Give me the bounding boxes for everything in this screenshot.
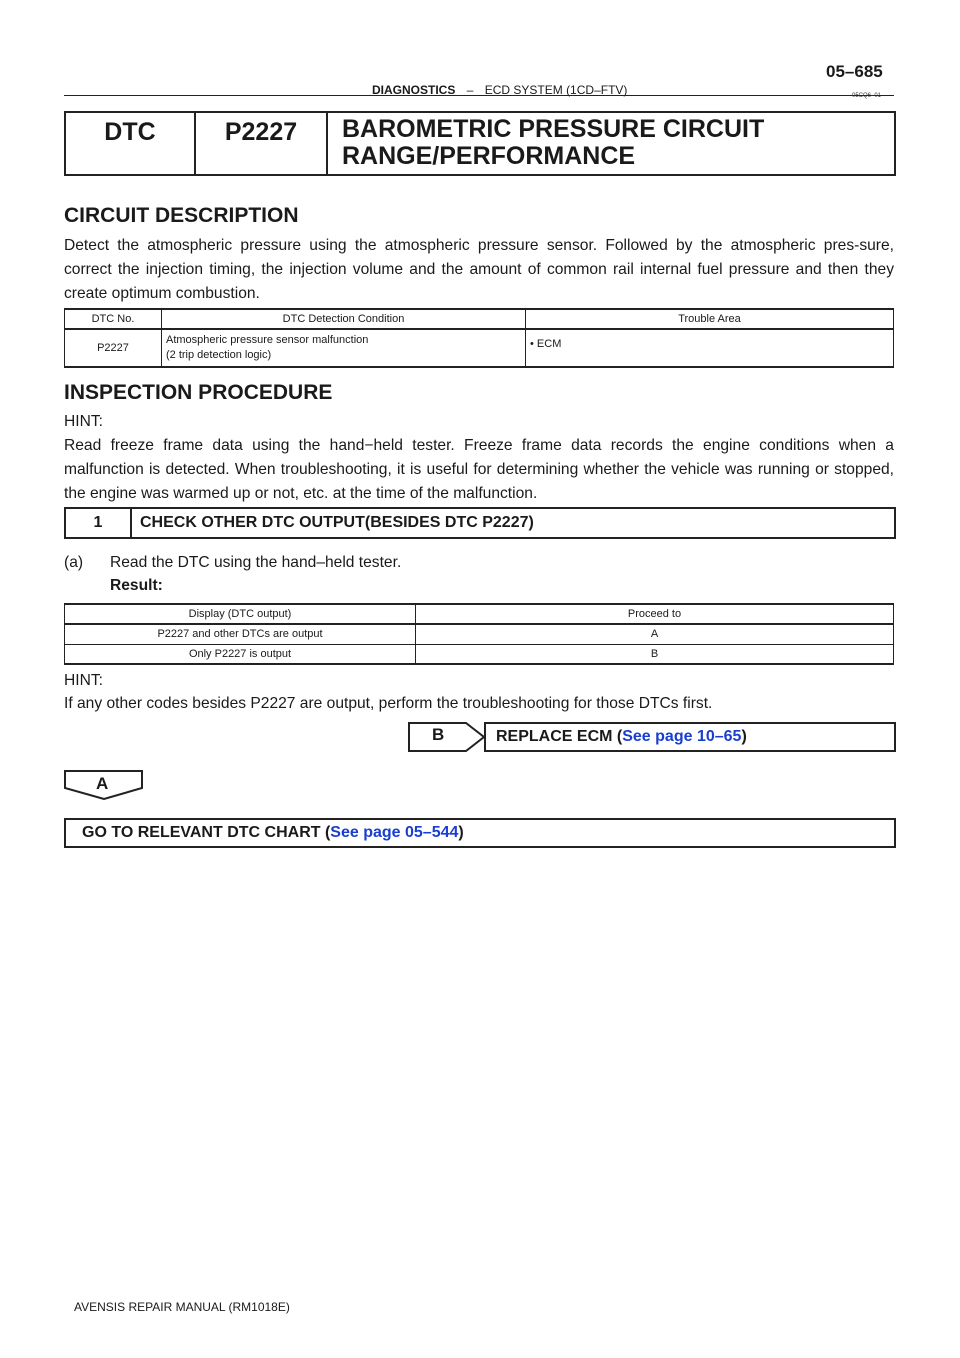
- dtc-title-line1: BAROMETRIC PRESSURE CIRCUIT: [342, 115, 765, 143]
- document-code: 05CQ6–01: [852, 93, 882, 99]
- condition-line2: (2 trip detection logic): [166, 349, 272, 361]
- see-page-05-544-link[interactable]: See page 05–544: [330, 824, 459, 841]
- dtc-table-cell-condition: [162, 329, 526, 367]
- hint2-text: If any other codes besides P2227 are output, perform the troubleshooting for those DTCs first.: [64, 695, 713, 712]
- table-row: [65, 644, 894, 664]
- header-rule: [64, 95, 894, 96]
- dtc-table-cell-dtc-no: P2227: [65, 329, 162, 367]
- dtc-table-cell-trouble-area: • ECM: [526, 329, 894, 367]
- result-display: Only P2227 is output: [65, 644, 416, 664]
- goto-dtc-chart-box: [64, 818, 896, 848]
- dtc-label: DTC: [66, 113, 196, 174]
- dtc-table-header-dtc-no: DTC No.: [65, 309, 162, 329]
- condition-line1: Atmospheric pressure sensor malfunction: [166, 334, 369, 346]
- arrow-right-icon: [408, 722, 486, 752]
- hint-text: Read freeze frame data using the hand−held tester. Freeze frame data records the engine conditions when a malfunction is detected. When troubleshooting, it is useful for determining whether the vehicle was running or stopped, the engine was warmed up or not, etc. at the time of the malfunction.: [64, 437, 894, 502]
- circuit-description-heading: CIRCUIT DESCRIPTION: [64, 204, 299, 227]
- hint-label: HINT:: [64, 413, 103, 430]
- result-table-header-proceed: Proceed to: [416, 604, 894, 624]
- substep-text: Read the DTC using the hand–held tester.: [110, 554, 402, 571]
- result-table-header-display: Display (DTC output): [65, 604, 416, 624]
- dtc-title: [342, 113, 882, 177]
- step-number: 1: [66, 509, 132, 537]
- branch-a-letter: A: [96, 774, 109, 793]
- result-proceed: B: [416, 644, 894, 664]
- hint2-label: HINT:: [64, 672, 103, 689]
- result-display: P2227 and other DTCs are output: [65, 624, 416, 644]
- manual-footer: AVENSIS REPAIR MANUAL (RM1018E): [74, 1300, 290, 1314]
- dtc-title-box: [64, 111, 896, 176]
- dtc-table-header-trouble-area: Trouble Area: [526, 309, 894, 329]
- dtc-table: [64, 308, 894, 368]
- header-separator: –: [466, 83, 474, 97]
- see-page-10-65-link[interactable]: See page 10–65: [622, 728, 742, 745]
- goto-close: ): [458, 824, 464, 841]
- branch-b-arrow: [408, 722, 486, 757]
- branch-b-letter: B: [432, 725, 445, 744]
- replace-ecm-text: REPLACE ECM (: [496, 728, 623, 745]
- header-subsection: ECD SYSTEM (1CD–FTV): [484, 83, 628, 97]
- table-row: [65, 624, 894, 644]
- step-title: CHECK OTHER DTC OUTPUT(BESIDES DTC P2227): [140, 514, 534, 531]
- goto-text: GO TO RELEVANT DTC CHART (: [82, 824, 331, 841]
- result-proceed: A: [416, 624, 894, 644]
- replace-ecm-close: ): [741, 728, 747, 745]
- dtc-title-line2: RANGE/PERFORMANCE: [342, 142, 636, 170]
- branch-a-tab: [64, 770, 144, 805]
- step-1-box: [64, 507, 896, 539]
- result-label: Result:: [110, 577, 163, 594]
- replace-ecm-box: [484, 722, 896, 752]
- header-section: DIAGNOSTICS: [372, 83, 456, 97]
- inspection-procedure-heading: INSPECTION PROCEDURE: [64, 381, 333, 404]
- substep-label: (a): [64, 554, 84, 571]
- dtc-code: P2227: [196, 113, 328, 174]
- page-number: 05–685: [826, 62, 883, 81]
- circuit-description-text: Detect the atmospheric pressure using the atmospheric pressure sensor. Followed by the atmospheric pres-sure, correct the injection timing, the injection volume and the amount of common rail internal fuel pressure and then they create optimum combustion.: [64, 237, 894, 302]
- result-table: [64, 603, 894, 665]
- dtc-table-header-condition: DTC Detection Condition: [162, 309, 526, 329]
